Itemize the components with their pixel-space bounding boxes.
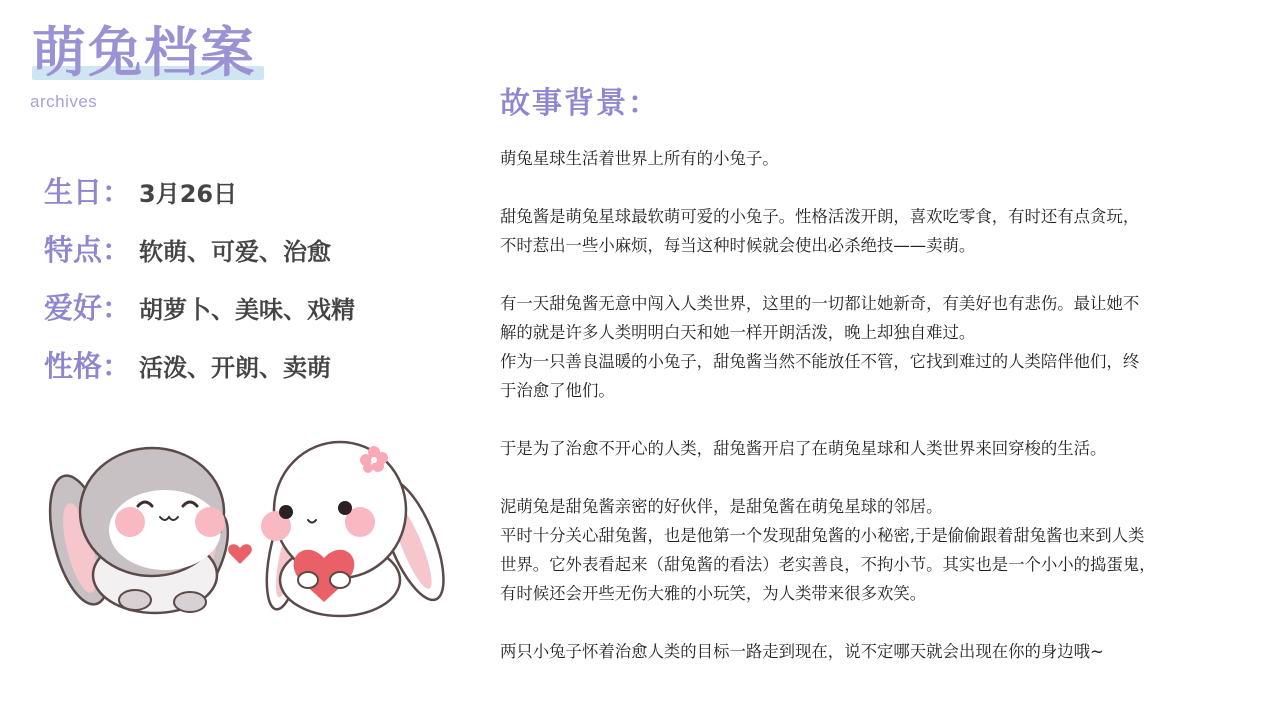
story-line: 于是为了治愈不开心的人类，甜兔酱开启了在萌兔星球和人类世界来回穿梭的生活。 (500, 439, 1107, 458)
page-title: 萌兔档案 (32, 21, 256, 84)
fact-traits (44, 228, 355, 286)
story-line: 两只小兔子怀着治愈人类的目标一路走到现在，说不定哪天就会出现在你的身边哦~ (500, 642, 1104, 661)
story-heading: 故事背景： (500, 86, 660, 121)
small-heart-icon (228, 544, 252, 564)
story-line: 有时候还会开些无伤大雅的小玩笑，为人类带来很多欢笑。 (500, 584, 927, 603)
story-line: 解的就是许多人类明明白天和她一样开朗活泼，晚上却独自难过。 (500, 323, 976, 342)
story-paragraph (500, 492, 1245, 608)
fact-label: 特点： (44, 233, 132, 267)
story-paragraph (500, 144, 1245, 173)
story-line: 平时十分关心甜兔酱，也是他第一个发现甜兔酱的小秘密,于是偷偷跟着甜兔酱也来到人类 (500, 526, 1145, 545)
fact-value: 软萌、可爱、治愈 (139, 238, 332, 266)
story-line: 于治愈了他们。 (500, 381, 615, 400)
story-paragraph (500, 434, 1245, 463)
fact-value: 3月26日 (139, 180, 238, 208)
story-line: 萌兔星球生活着世界上所有的小兔子。 (500, 149, 779, 168)
fact-label: 生日： (44, 175, 132, 209)
story-line: 泥萌兔是甜兔酱亲密的好伙伴，是甜兔酱在萌兔星球的邻居。 (500, 497, 943, 516)
story-line: 不时惹出一些小麻烦，每当这种时候就会使出必杀绝技——卖萌。 (500, 236, 976, 255)
profile-facts (44, 170, 355, 402)
fact-value: 胡萝卜、美味、戏精 (139, 296, 356, 324)
story-body (500, 144, 1245, 695)
story-line: 甜兔酱是萌兔星球最软萌可爱的小兔子。性格活泼开朗，喜欢吃零食，有时还有点贪玩， (500, 207, 1140, 226)
white-bunny-icon (260, 442, 456, 616)
fact-label: 爱好： (44, 291, 132, 325)
story-paragraph (500, 289, 1245, 405)
gray-bunny-icon (40, 448, 239, 613)
story-paragraph (500, 202, 1245, 260)
story-line: 作为一只善良温暖的小兔子，甜兔酱当然不能放任不管，它找到难过的人类陪伴他们，终 (500, 352, 1140, 371)
fact-value: 活泼、开朗、卖萌 (139, 354, 332, 382)
title-block (32, 22, 256, 84)
fact-label: 性格： (44, 349, 132, 383)
bunnies-illustration (40, 430, 460, 630)
fact-birthday (44, 170, 355, 228)
story-line: 世界。它外表看起来（甜兔酱的看法）老实善良，不拘小节。其实也是一个小小的捣蛋鬼， (500, 555, 1156, 574)
story-paragraph (500, 637, 1245, 666)
story-line: 有一天甜兔酱无意中闯入人类世界，这里的一切都让她新奇，有美好也有悲伤。最让她不 (500, 294, 1140, 313)
page-subtitle: archives (30, 92, 98, 111)
fact-hobbies (44, 286, 355, 344)
fact-personality (44, 344, 355, 402)
